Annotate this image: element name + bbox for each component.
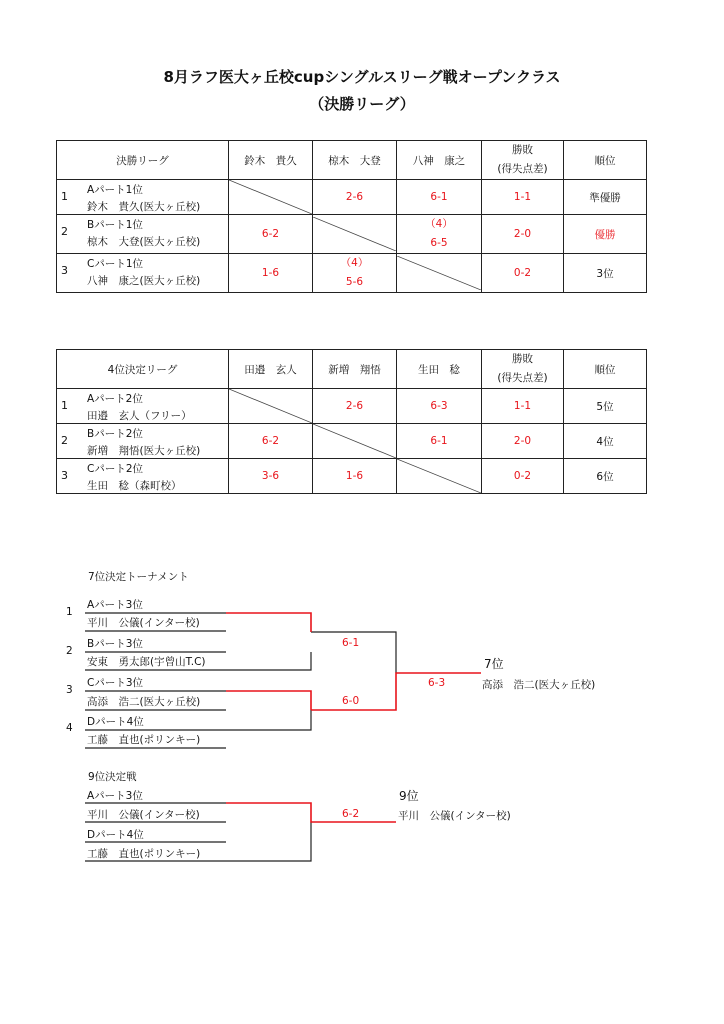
header-winloss-bottom: (得失点差) xyxy=(497,372,548,384)
player-number: 2 xyxy=(61,225,68,238)
score-cell: 1-6 xyxy=(313,459,397,494)
player-name: 生田 稔（森町校） xyxy=(87,480,182,492)
player-number: 1 xyxy=(61,190,68,203)
page-subtitle: （決勝リーグ） xyxy=(309,95,415,113)
player-name: 田邉 玄人（フリー） xyxy=(87,410,192,422)
score-cell: 6-2 xyxy=(229,424,313,459)
header-winloss-bottom: (得失点差) xyxy=(497,163,548,175)
semi1-score: 6-1 xyxy=(342,637,360,649)
player-part: Bパート1位 xyxy=(87,219,143,231)
entry-name: 平川 公儀(インター校) xyxy=(87,617,200,629)
player-part: Cパート2位 xyxy=(87,463,144,475)
rank-cell: 4位 xyxy=(564,424,647,459)
rank-cell: 5位 xyxy=(564,389,647,424)
entry-part: Aパート3位 xyxy=(87,599,143,611)
header-league-name: 4位決定リーグ xyxy=(57,350,229,389)
winloss-cell: 0-2 xyxy=(482,254,564,293)
header-player-3: 生田 稔 xyxy=(397,350,482,389)
result-rank: 7位 xyxy=(484,657,504,671)
entry-number: 1 xyxy=(66,606,73,618)
player-part: Bパート2位 xyxy=(87,428,143,440)
header-winloss-top: 勝敗 xyxy=(512,353,533,365)
match9-result-rank: 9位 xyxy=(399,789,419,803)
header-player-1: 田邉 玄人 xyxy=(229,350,313,389)
score-cell: 6-2 xyxy=(229,215,313,254)
player-name: 鈴木 貴久(医大ヶ丘校) xyxy=(87,201,201,213)
semi2-score: 6-0 xyxy=(342,695,360,707)
header-winloss-top: 勝敗 xyxy=(512,144,533,156)
winloss-cell: 1-1 xyxy=(482,389,564,424)
final-score: 6-3 xyxy=(428,677,446,689)
winloss-cell: 2-0 xyxy=(482,424,564,459)
player-name: 新増 翔悟(医大ヶ丘校) xyxy=(87,445,201,457)
header-rank: 順位 xyxy=(564,350,647,389)
tournament7-title: 7位決定トーナメント xyxy=(88,571,189,583)
header-rank: 順位 xyxy=(564,141,647,180)
player-name: 八神 康之(医大ヶ丘校) xyxy=(87,275,201,287)
winloss-cell: 2-0 xyxy=(482,215,564,254)
player-number: 3 xyxy=(61,469,68,482)
winloss-cell: 0-2 xyxy=(482,459,564,494)
header-player-2: 新増 翔悟 xyxy=(313,350,397,389)
player-number: 2 xyxy=(61,434,68,447)
entry-part: Bパート3位 xyxy=(87,638,143,650)
rank-cell: 優勝 xyxy=(564,215,647,254)
rank-cell: 3位 xyxy=(564,254,647,293)
entry-part: Dパート4位 xyxy=(87,829,144,841)
page-title: 8月ラフ医大ヶ丘校cupシングルスリーグ戦オープンクラス xyxy=(163,68,561,86)
player-part: Aパート2位 xyxy=(87,393,143,405)
entry-name: 工藤 直也(ポリンキー) xyxy=(87,734,201,746)
header-league-name: 決勝リーグ xyxy=(57,141,229,180)
set-score: 6-5 xyxy=(430,237,448,249)
entry-number: 3 xyxy=(66,684,73,696)
player-part: Cパート1位 xyxy=(87,258,144,270)
result-name: 高添 浩二(医大ヶ丘校) xyxy=(482,679,596,691)
score-cell: 2-6 xyxy=(313,180,397,215)
header-player-2: 椋木 大登 xyxy=(313,141,397,180)
entry-name: 安東 勇太郎(宇曾山T.C) xyxy=(87,656,206,668)
entry-number: 2 xyxy=(66,645,73,657)
player-name: 椋木 大登(医大ヶ丘校) xyxy=(87,236,201,248)
tiebreak-score: （4） xyxy=(425,218,453,230)
set-score: 5-6 xyxy=(345,276,364,288)
entry-name: 工藤 直也(ポリンキー) xyxy=(87,848,201,860)
score-cell: 3-6 xyxy=(229,459,313,494)
player-number: 3 xyxy=(61,264,68,277)
entry-number: 4 xyxy=(66,722,73,734)
rank-cell: 準優勝 xyxy=(564,180,647,215)
entry-name: 高添 浩二(医大ヶ丘校) xyxy=(87,696,201,708)
entry-part: Aパート3位 xyxy=(87,790,143,802)
match9-score: 6-2 xyxy=(342,808,360,820)
match9-result-name: 平川 公儀(インター校) xyxy=(398,810,511,822)
match9-title: 9位決定戦 xyxy=(88,771,137,783)
entry-part: Dパート4位 xyxy=(87,716,144,728)
score-cell: 1-6 xyxy=(229,254,313,293)
winloss-cell: 1-1 xyxy=(482,180,564,215)
header-player-3: 八神 康之 xyxy=(397,141,482,180)
score-cell: 2-6 xyxy=(313,389,397,424)
tiebreak-score: （4） xyxy=(340,257,369,269)
score-cell: 6-1 xyxy=(397,424,482,459)
score-cell: 6-3 xyxy=(397,389,482,424)
header-player-1: 鈴木 貴久 xyxy=(229,141,313,180)
rank-cell: 6位 xyxy=(564,459,647,494)
player-part: Aパート1位 xyxy=(87,184,143,196)
entry-name: 平川 公儀(インター校) xyxy=(87,809,200,821)
score-cell: 6-1 xyxy=(397,180,482,215)
entry-part: Cパート3位 xyxy=(87,677,144,689)
player-number: 1 xyxy=(61,399,68,412)
